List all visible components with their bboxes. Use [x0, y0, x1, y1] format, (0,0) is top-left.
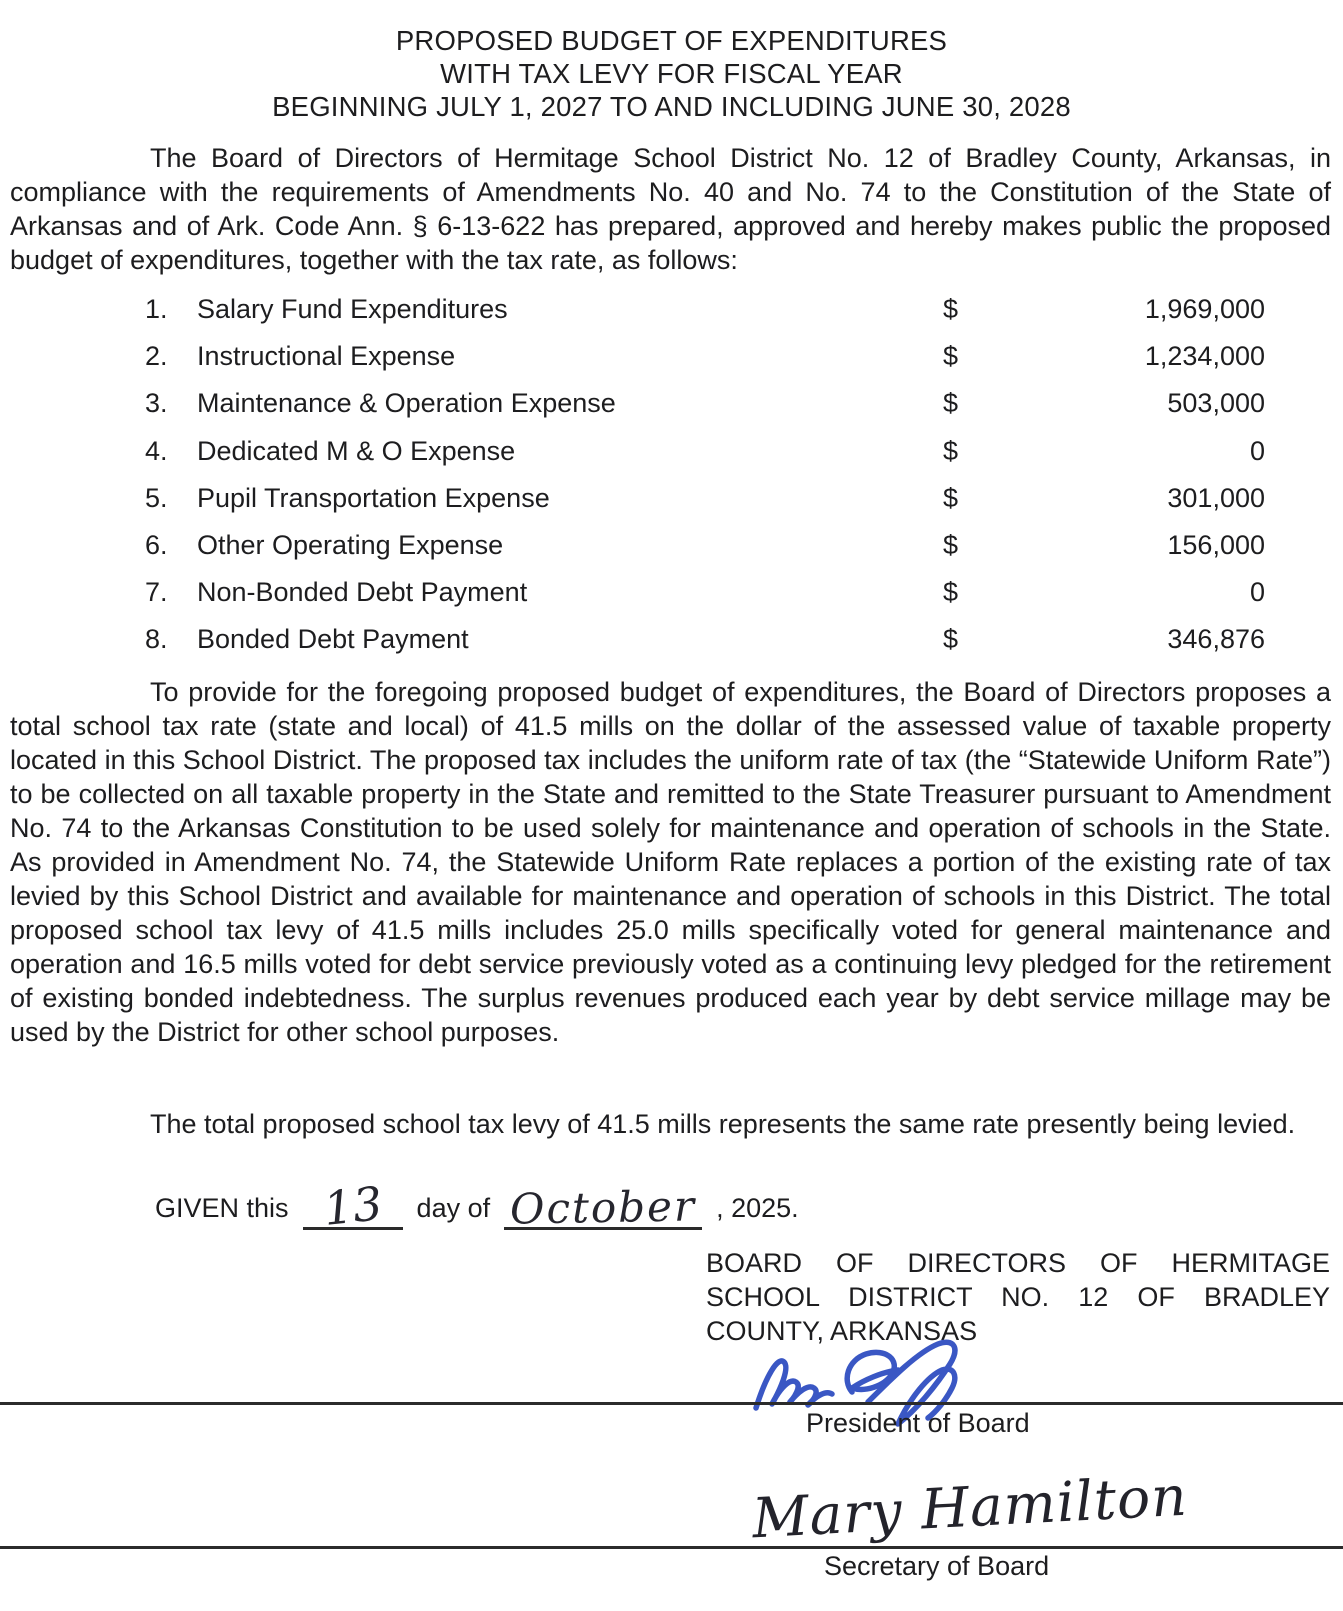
currency-sign: $: [943, 435, 959, 466]
item-number: 5.: [145, 482, 168, 513]
budget-list: [0, 286, 1343, 664]
budget-row-2: [0, 333, 1343, 380]
levy-paragraph: The total proposed school tax levy of 41.5 mills represents the same rate presently being levied.: [150, 1109, 1296, 1139]
item-label: Maintenance & Operation Expense: [197, 388, 616, 419]
item-number: 2.: [145, 341, 168, 372]
budget-row-3: [0, 380, 1343, 427]
given-prefix: GIVEN this: [155, 1193, 289, 1223]
item-amount: 301,000: [1167, 482, 1265, 513]
intro-paragraph: The Board of Directors of Hermitage School District No. 12 of Bradley County, Arkansas, in compliance with the requirements of Amendments No. 40 and No. 74 to the Constitution of the State of Arkansas and of Ark. Code Ann. § 6-13-622 has prepared, approved and hereby makes public the proposed budget of expenditures, together with the tax rate, as follows:: [10, 143, 1331, 275]
item-amount: 156,000: [1167, 529, 1265, 560]
month-blank-field: [504, 1181, 702, 1234]
currency-sign: $: [943, 294, 959, 324]
board-line-2: SCHOOL DISTRICT NO. 12 OF BRADLEY: [706, 1282, 1330, 1312]
item-number: 7.: [145, 577, 168, 608]
item-label: Salary Fund Expenditures: [197, 294, 508, 324]
currency-sign: $: [943, 529, 959, 560]
item-label: Dedicated M & O Expense: [197, 435, 516, 466]
handwritten-day: 13: [320, 1176, 385, 1236]
item-label: Non-Bonded Debt Payment: [197, 577, 528, 608]
item-number: 8.: [145, 624, 168, 655]
given-date-line: [155, 1176, 799, 1236]
president-label: President of Board: [806, 1408, 1030, 1438]
secretary-signature-line: [0, 1546, 1343, 1549]
title-line-1: PROPOSED BUDGET OF EXPENDITURES: [395, 25, 948, 56]
currency-sign: $: [943, 624, 959, 655]
currency-sign: $: [943, 341, 959, 372]
item-number: 6.: [145, 529, 168, 560]
budget-row-1: [0, 286, 1343, 333]
handwritten-month: October: [509, 1181, 697, 1234]
budget-row-6: [0, 522, 1343, 569]
item-label: Bonded Debt Payment: [197, 624, 469, 655]
title-line-2: WITH TAX LEVY FOR FISCAL YEAR: [440, 58, 903, 89]
item-amount: 0: [1249, 435, 1265, 466]
president-signature-line: [0, 1402, 1343, 1405]
budget-row-5: [0, 475, 1343, 522]
secretary-signature-ink: Mary Hamilton: [750, 1463, 1190, 1551]
budget-row-7: [0, 569, 1343, 616]
item-amount: 503,000: [1167, 388, 1265, 419]
item-label: Other Operating Expense: [197, 529, 504, 560]
secretary-label: Secretary of Board: [824, 1551, 1050, 1581]
item-amount: 1,969,000: [1144, 294, 1265, 324]
currency-sign: $: [943, 482, 959, 513]
board-line-1: BOARD OF DIRECTORS OF HERMITAGE: [706, 1248, 1330, 1278]
item-amount: 0: [1249, 577, 1265, 608]
budget-row-8: [0, 616, 1343, 663]
currency-sign: $: [943, 388, 959, 419]
given-middle: day of: [416, 1193, 491, 1223]
item-amount: 346,876: [1167, 624, 1265, 655]
item-label: Pupil Transportation Expense: [197, 482, 550, 513]
item-amount: 1,234,000: [1144, 341, 1265, 372]
item-label: Instructional Expense: [197, 341, 456, 372]
item-number: 1.: [145, 294, 168, 324]
tax-rate-paragraph: To provide for the foregoing proposed budget of expenditures, the Board of Directors proposes a total school tax rate (state and local) of 41.5 mills on the dollar of the assessed value of taxable property located in this School District. The proposed tax includes the uniform rate of tax (the “Statewide Uniform Rate”) to be collected on all taxable property in the State and remitted to the State Treasurer pursuant to Amendment No. 74 to the Arkansas Constitution to be used solely for maintenance and operation of schools in the State. As provided in Amendment No. 74, the Statewide Uniform Rate replaces a portion of the existing rate of tax levied by this School District and available for maintenance and operation of schools in this District. The total proposed school tax levy of 41.5 mills includes 25.0 mills specifically voted for general maintenance and operation and 16.5 mills voted for debt service previously voted as a continuing levy pledged for the retirement of existing bonded indebtedness. The surplus revenues produced each year by debt service millage may be used by the District for other school purposes.: [10, 677, 1331, 1047]
board-line-3: COUNTY, ARKANSAS: [706, 1316, 978, 1346]
item-number: 3.: [145, 388, 168, 419]
item-number: 4.: [145, 435, 168, 466]
title-line-3: BEGINNING JULY 1, 2027 TO AND INCLUDING JUNE 30, 2028: [272, 91, 1071, 122]
document-title: [0, 24, 1343, 123]
day-blank-field: [303, 1176, 403, 1236]
given-suffix: , 2025.: [716, 1193, 799, 1223]
budget-row-4: [0, 428, 1343, 475]
currency-sign: $: [943, 577, 959, 608]
